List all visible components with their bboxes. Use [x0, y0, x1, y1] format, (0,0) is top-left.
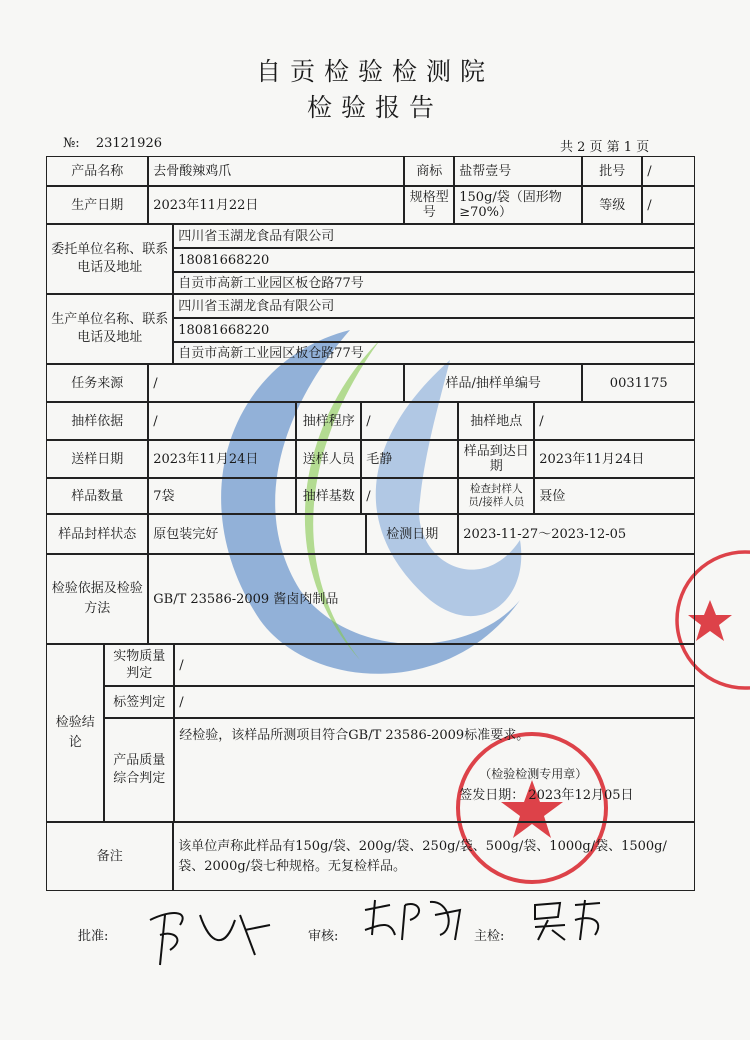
task-source-label: 任务来源	[46, 364, 148, 402]
conclusion-label: 检验结论	[46, 644, 104, 822]
report-number-label: №:	[63, 136, 80, 151]
arrival-label: 样品到达日期	[458, 440, 534, 478]
producer-label: 生产单位名称、联系电话及地址	[46, 294, 173, 364]
client-addr: 自贡市高新工业园区板仓路77号	[173, 272, 695, 294]
product-name: 去骨酸辣鸡爪	[148, 156, 404, 186]
label-judge-label: 标签判定	[104, 686, 174, 718]
base-label: 抽样基数	[296, 478, 361, 514]
producer-phone: 18081668220	[173, 318, 695, 342]
report-grid	[47, 157, 696, 892]
approve-label: 批准:	[78, 929, 109, 944]
test-date: 2023-11-27～2023-12-05	[458, 514, 695, 554]
sample-no-label: 样品/抽样单编号	[404, 364, 582, 402]
sampling-place-label: 抽样地点	[458, 402, 534, 440]
doc-title: 检验报告	[306, 93, 443, 122]
batch-label: 批号	[582, 156, 642, 186]
sampling-place: /	[534, 402, 695, 440]
overall-label: 产品质量综合判定	[104, 718, 174, 822]
physical-label: 实物质量判定	[104, 644, 174, 686]
client-label: 委托单位名称、联系电话及地址	[46, 224, 173, 294]
sampling-basis: /	[148, 402, 296, 440]
product-name-label: 产品名称	[46, 156, 148, 186]
seal-label: 样品封样状态	[46, 514, 148, 554]
base: /	[361, 478, 458, 514]
physical: /	[174, 644, 695, 686]
delivery-date-label: 送样日期	[46, 440, 148, 478]
issue-date: 签发日期： 2023年12月05日	[459, 788, 634, 804]
qty-label: 样品数量	[46, 478, 148, 514]
client-phone: 18081668220	[173, 248, 695, 272]
brand: 盐帮壹号	[454, 156, 582, 186]
brand-label: 商标	[404, 156, 454, 186]
page-info: 共 2 页 第 1 页	[560, 140, 650, 155]
grade: /	[642, 186, 695, 224]
grade-label: 等级	[582, 186, 642, 224]
seal-status: 原包装完好	[148, 514, 366, 554]
sampling-proc-label: 抽样程序	[296, 402, 361, 440]
delivery-date: 2023年11月24日	[148, 440, 296, 478]
label-judge: /	[174, 686, 695, 718]
method: GB/T 23586-2009 酱卤肉制品	[148, 554, 695, 644]
producer-name: 四川省玉湖龙食品有限公司	[173, 294, 695, 318]
report-number	[63, 136, 162, 151]
stamp-note: （检验检测专用章）	[479, 767, 588, 782]
approve-signature	[140, 895, 280, 975]
prod-date-label: 生产日期	[46, 186, 148, 224]
batch: /	[642, 156, 695, 186]
remarks: 该单位声称此样品有150g/袋、200g/袋、250g/袋、500g/袋、1000g/袋、1500g/袋、2000g/袋七种规格。无复检样品。	[173, 822, 695, 891]
deliverer: 毛静	[361, 440, 458, 478]
org-title: 自贡检验检测院	[255, 57, 494, 86]
remarks-label: 备注	[46, 822, 173, 891]
overall-box	[174, 718, 695, 822]
spec-label: 规格型号	[404, 186, 454, 224]
review-signature	[360, 890, 470, 950]
receiver-label: 检查封样人员/接样人员	[458, 478, 534, 514]
qty: 7袋	[148, 478, 296, 514]
review-label: 审核:	[308, 929, 339, 944]
spec: 150g/袋（固形物≥70%）	[454, 186, 582, 224]
method-label: 检验依据及检验方法	[46, 554, 148, 644]
arrival-date: 2023年11月24日	[534, 440, 695, 478]
task-source: /	[148, 364, 404, 402]
test-date-label: 检测日期	[366, 514, 458, 554]
overall-text: 经检验，该样品所测项目符合GB/T 23586-2009标准要求。	[179, 728, 530, 744]
sample-no: 0031175	[582, 364, 695, 402]
sampling-basis-label: 抽样依据	[46, 402, 148, 440]
inspect-signature	[530, 895, 610, 945]
client-name: 四川省玉湖龙食品有限公司	[173, 224, 695, 248]
producer-addr: 自贡市高新工业园区板仓路77号	[173, 342, 695, 364]
sampling-proc: /	[361, 402, 458, 440]
report-number-value: 23121926	[95, 136, 162, 151]
deliverer-label: 送样人员	[296, 440, 361, 478]
inspect-label: 主检:	[474, 929, 505, 944]
receiver: 聂俭	[534, 478, 695, 514]
prod-date: 2023年11月22日	[148, 186, 404, 224]
